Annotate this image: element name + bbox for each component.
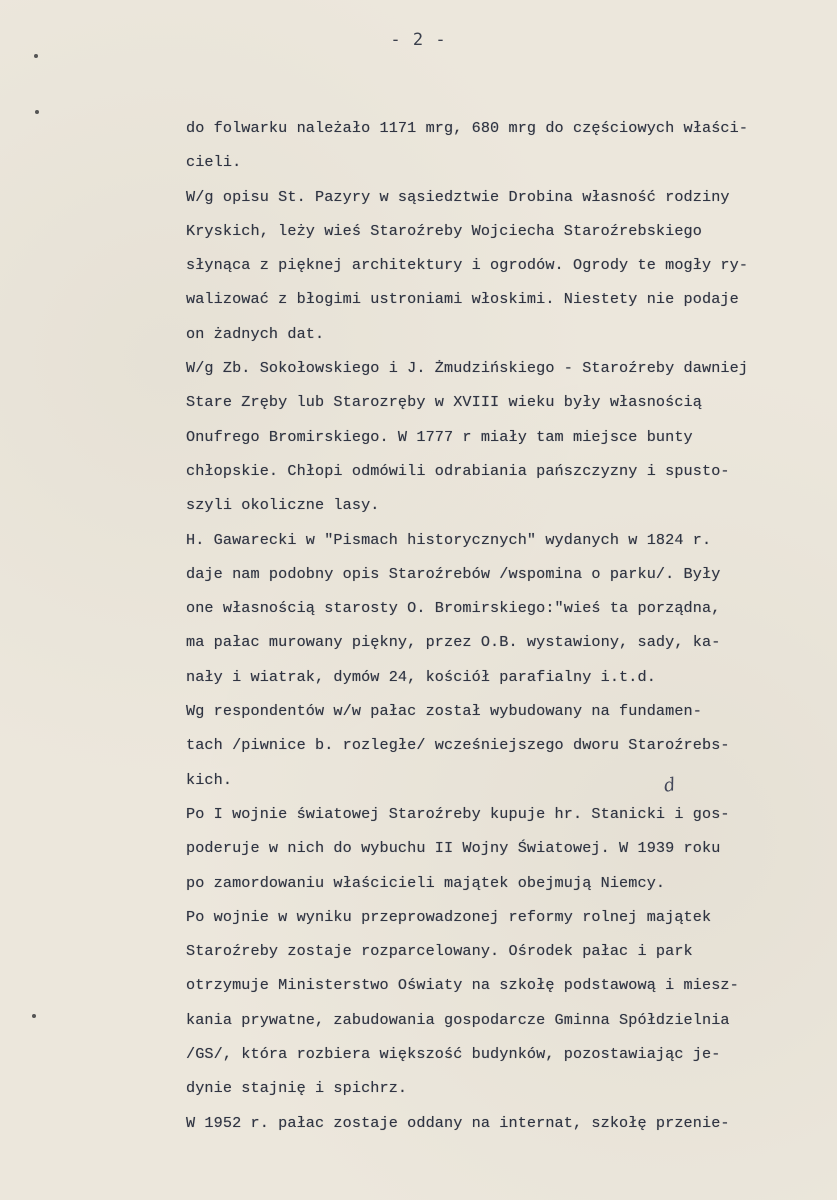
text-line: Staroźreby zostaje rozparcelowany. Ośrodek pałac i park — [186, 942, 693, 961]
text-line: Po wojnie w wyniku przeprowadzonej reformy rolnej majątek — [186, 907, 712, 926]
text-line: do folwarku należało 1171 mrg, 680 mrg do częściowych właści- — [186, 119, 749, 137]
text-line: one własnością starosty O. Bromirskiego:"wieś ta porządna, — [186, 599, 721, 618]
text-line: Kryskich, leży wieś Staroźreby Wojciecha Staroźrebskiego — [186, 221, 702, 240]
body-text — [186, 111, 826, 1140]
text-line: otrzymuje Ministerstwo Oświaty na szkołę podstawową i miesz- — [186, 976, 739, 995]
text-line: walizować z błogimi ustroniami włoskimi. Niestety nie podaje — [186, 290, 739, 309]
text-line: Po I wojnie światowej Staroźreby kupuje hr. Stanicki i gos- — [186, 804, 730, 823]
text-line: dynie stajnię i spichrz. — [186, 1079, 408, 1098]
text-line: kania prywatne, zabudowania gospodarcze Gminna Spółdzielnia — [186, 1010, 730, 1029]
text-line: ma pałac murowany piękny, przez O.B. wystawiony, sady, ka- — [186, 633, 721, 652]
text-line: po zamordowaniu właścicieli majątek obejmują Niemcy. — [186, 873, 666, 892]
text-line: Stare Zręby lub Starozręby w XVIII wieku były własnością — [186, 393, 702, 412]
page-number: - 2 - — [390, 30, 447, 50]
text-line: poderuje w nich do wybuchu II Wojny Światowej. W 1939 roku — [186, 839, 721, 858]
handwritten-correction: d — [662, 774, 678, 797]
text-line: /GS/, która rozbiera większość budynków, pozostawiając je- — [186, 1045, 721, 1064]
text-line: słynąca z pięknej architektury i ogrodów. Ogrody te mogły ry- — [186, 256, 749, 275]
text-line: on żadnych dat. — [186, 324, 325, 343]
text-line: kich. — [186, 770, 233, 789]
text-line: chłopskie. Chłopi odmówili odrabiania pańszczyzny i spusto- — [186, 461, 730, 480]
text-line: W/g Zb. Sokołowskiego i J. Żmudzińskiego - Staroźreby dawniej — [186, 359, 749, 378]
text-line: daje nam podobny opis Staroźrebów /wspomina o parku/. Były — [186, 564, 721, 583]
text-line: H. Gawarecki w "Pismach historycznych" wydanych w 1824 r. — [186, 530, 712, 549]
text-line: tach /piwnice b. rozległe/ wcześniejszego dworu Staroźrebs- — [186, 736, 730, 755]
text-line: Wg respondentów w/w pałac został wybudowany na fundamen- — [186, 702, 702, 721]
text-line: Onufrego Bromirskiego. W 1777 r miały tam miejsce bunty — [186, 427, 693, 446]
punch-hole-mark — [35, 110, 39, 114]
text-line: cieli. — [186, 153, 242, 172]
text-line: W 1952 r. pałac zostaje oddany na internat, szkołę przenie- — [186, 1113, 730, 1132]
text-line: szyli okoliczne lasy. — [186, 496, 380, 515]
text-line: W/g opisu St. Pazyry w sąsiedztwie Drobina własność rodziny — [186, 187, 730, 206]
punch-hole-mark — [32, 1014, 36, 1018]
punch-hole-mark — [34, 54, 38, 58]
text-line: nały i wiatrak, dymów 24, kościół parafialny i.t.d. — [186, 667, 656, 686]
